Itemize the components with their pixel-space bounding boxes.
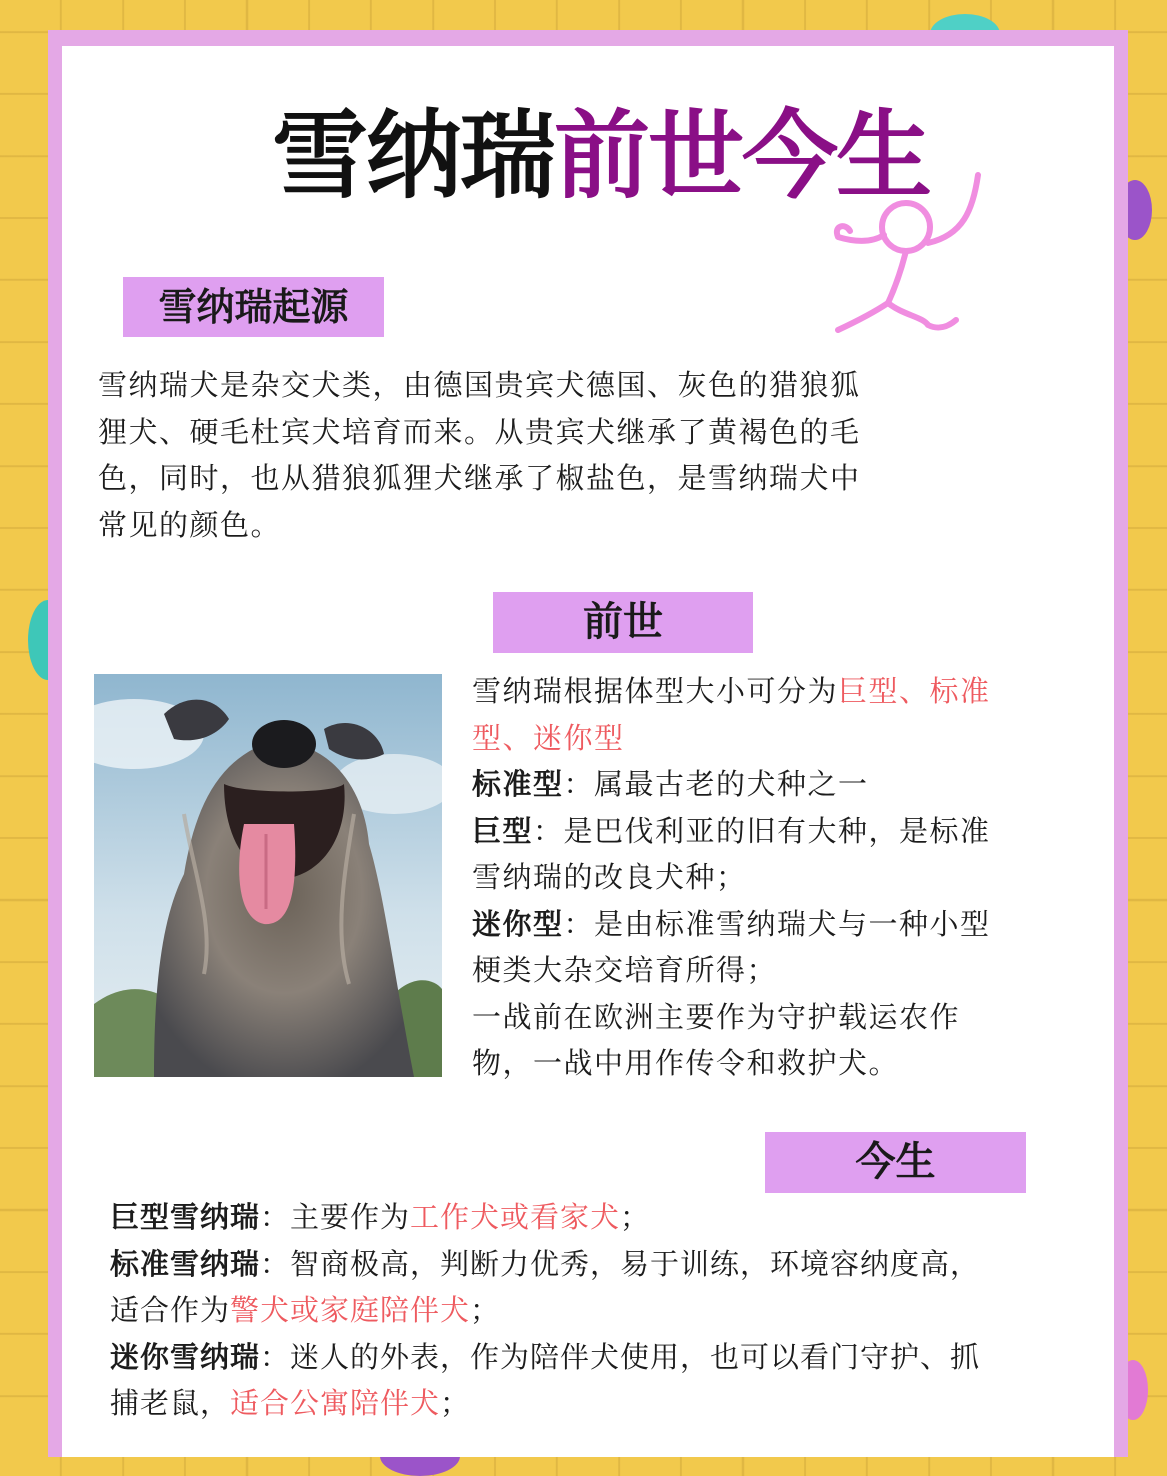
present-mini-highlight: 适合公寓陪伴犬 [230,1386,441,1420]
past-giant-line-1 [472,808,1092,855]
present-giant-end: ； [620,1200,651,1234]
present-giant-highlight: 工作犬或看家犬 [410,1200,621,1234]
origin-line-3: 色，同时，也从猎狼狐狸犬继承了椒盐色，是雪纳瑞犬中 [98,461,861,495]
past-intro-highlight-1: 巨型、标准 [838,674,991,708]
past-paragraph [472,668,1092,1087]
past-war-line-2: 物，一战中用作传令和救护犬。 [472,1046,900,1080]
past-giant-line-2: 雪纳瑞的改良犬种； [472,860,747,894]
past-standard-label: 标准型 [472,767,564,801]
present-mini-text-1: ：迷人的外表，作为陪伴犬使用，也可以看门守护、抓 [260,1339,981,1374]
past-mini-text-1: ：是由标准雪纳瑞犬与一种小型 [563,906,991,941]
present-mini-end: ； [440,1386,471,1420]
past-intro-highlight-2: 型、迷你型 [472,720,625,755]
present-giant-line [110,1194,1100,1241]
present-standard-line-2 [110,1287,1100,1334]
present-standard-line-1 [110,1241,1100,1288]
past-heading: 前世 [493,592,753,653]
schnauzer-dog-photo [94,674,442,1077]
present-standard-text-2: 适合作为 [110,1293,231,1327]
stick-figure-icon [828,165,998,345]
origin-heading: 雪纳瑞起源 [123,277,384,337]
present-mini-line-2 [110,1380,1100,1427]
past-standard-line [472,761,1092,808]
present-giant-label: 巨型雪纳瑞 [110,1200,261,1234]
past-mini-line-1 [472,901,1092,948]
past-giant-text-1: ：是巴伐利亚的旧有大种，是标准 [533,813,991,848]
present-paragraph [110,1194,1100,1427]
present-standard-text-1: ：智商极高，判断力优秀，易于训练，环境容纳度高， [260,1246,981,1281]
past-intro-text: 雪纳瑞根据体型大小可分为 [472,674,839,708]
present-standard-label: 标准雪纳瑞 [110,1246,261,1281]
title-part-black: 雪纳瑞 [272,100,554,212]
title-part-purple: 前世今生 [554,100,930,212]
present-heading: 今生 [765,1132,1026,1193]
present-mini-text-2: 捕老鼠， [110,1386,231,1420]
past-war-line-1: 一战前在欧洲主要作为守护载运农作 [472,999,961,1034]
past-standard-text: ：属最古老的犬种之一 [563,767,869,801]
origin-paragraph [98,362,978,548]
present-giant-text: ：主要作为 [260,1200,411,1234]
past-mini-line-2: 梗类大杂交培育所得； [472,953,778,987]
present-standard-end: ； [470,1293,501,1327]
origin-line-2: 狸犬、硬毛杜宾犬培育而来。从贵宾犬继承了黄褐色的毛 [98,414,861,449]
origin-line-1: 雪纳瑞犬是杂交犬类，由德国贵宾犬德国、灰色的猎狼狐 [98,368,861,402]
past-intro-line-1 [472,668,1092,715]
present-standard-highlight: 警犬或家庭陪伴犬 [230,1293,471,1327]
past-giant-label: 巨型 [472,813,534,848]
origin-line-4: 常见的颜色。 [98,507,282,542]
present-mini-line-1 [110,1334,1100,1381]
past-mini-label: 迷你型 [472,906,564,941]
present-mini-label: 迷你雪纳瑞 [110,1339,261,1374]
